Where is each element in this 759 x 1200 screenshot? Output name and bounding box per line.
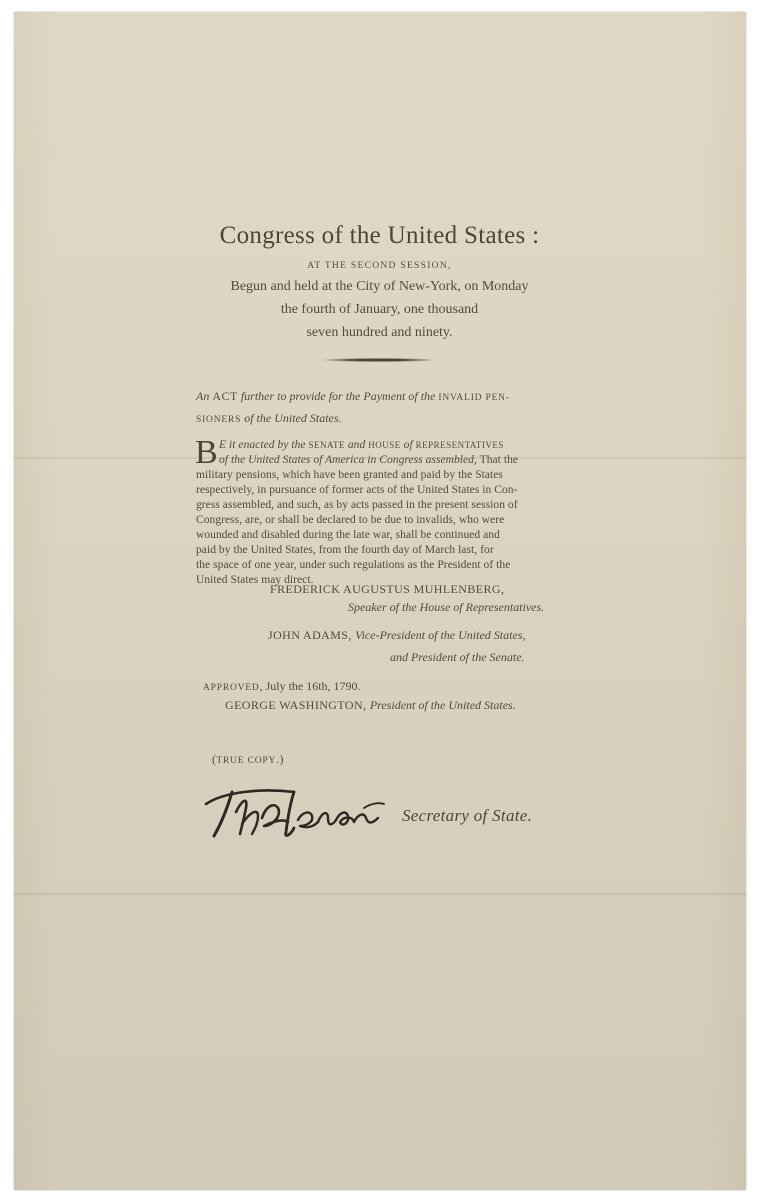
text-part: President of the United States.	[369, 698, 516, 712]
senate-president-line	[390, 648, 525, 666]
jefferson-signature-icon	[202, 782, 388, 840]
enacting-line-10: United States may direct.	[196, 574, 314, 586]
begun-line-3: seven hundred and ninety.	[306, 325, 453, 340]
text-part: .)	[276, 752, 284, 766]
text-part: JOHN ADAMS,	[268, 628, 356, 642]
text-part: and President of the Senate.	[390, 650, 525, 664]
act-title-part: INVALID PEN-	[438, 393, 510, 403]
text-part: , July the 16th, 1790.	[259, 679, 361, 693]
text-part: APPROVED	[203, 683, 260, 693]
text-part: E it enacted by the	[219, 439, 309, 451]
approved-line	[203, 677, 361, 697]
ornamental-rule	[322, 358, 436, 362]
enacting-line-1	[219, 438, 504, 454]
text-part: HOUSE	[368, 440, 401, 450]
text-part: SENATE	[308, 440, 345, 450]
text-part: Vice-President of the United States,	[355, 628, 526, 642]
text-part: GEORGE WASHINGTON,	[225, 698, 370, 712]
act-title-part: of the United States.	[241, 411, 342, 425]
text-part: of the United States of America in Congress assembled,	[219, 454, 477, 466]
text-part: (	[212, 752, 217, 766]
enacting-line-7: wounded and disabled during the late war, shall be continued and	[196, 529, 500, 541]
text-part: That the	[476, 454, 519, 466]
session-line: AT THE SECOND SESSION,	[307, 261, 452, 271]
president-line	[225, 696, 516, 714]
text-part: of	[400, 439, 416, 451]
act-title-part: An	[196, 389, 213, 403]
text-part: and	[344, 439, 369, 451]
vice-president-line	[268, 626, 525, 644]
act-title-line-2	[196, 407, 566, 431]
enacting-line-3: military pensions, which have been granted and paid by the States	[196, 469, 503, 481]
enacting-line-5: gress assembled, and such, as by acts passed in the present session of	[196, 499, 518, 511]
enacting-line-6: Congress, are, or shall be declared to be due to invalids, who were	[196, 514, 505, 526]
act-title-part: ACT	[212, 389, 238, 403]
text-part: Speaker of the House of Representatives.	[348, 600, 545, 614]
speaker-name	[270, 580, 504, 598]
text-part: TRUE COPY	[216, 756, 277, 766]
document-heading: Congress of the United States :	[219, 222, 540, 249]
act-title-part: further to provide for the Payment of the	[237, 389, 439, 403]
act-title-line-1	[196, 385, 566, 409]
secretary-of-state-title: Secretary of State.	[402, 806, 533, 825]
enacting-line-2	[219, 453, 518, 469]
act-title-part: SIONERS	[196, 415, 242, 425]
drop-cap: B	[195, 434, 218, 471]
enacting-line-8: paid by the United States, from the fourth day of March last, for	[196, 544, 494, 556]
enacting-line-4: respectively, in pursuance of former acts of the United States in Con-	[196, 484, 518, 496]
text-part: FREDERICK AUGUSTUS MUHLENBERG,	[270, 582, 505, 596]
enacting-line-9: the space of one year, under such regulations as the President of the	[196, 559, 511, 571]
true-copy-note	[212, 752, 284, 767]
begun-line-1: Begun and held at the City of New-York, on Monday	[230, 279, 529, 294]
begun-line-2: the fourth of January, one thousand	[280, 302, 479, 317]
speaker-title	[348, 598, 544, 616]
text-part: REPRESENTATIVES	[415, 440, 504, 450]
